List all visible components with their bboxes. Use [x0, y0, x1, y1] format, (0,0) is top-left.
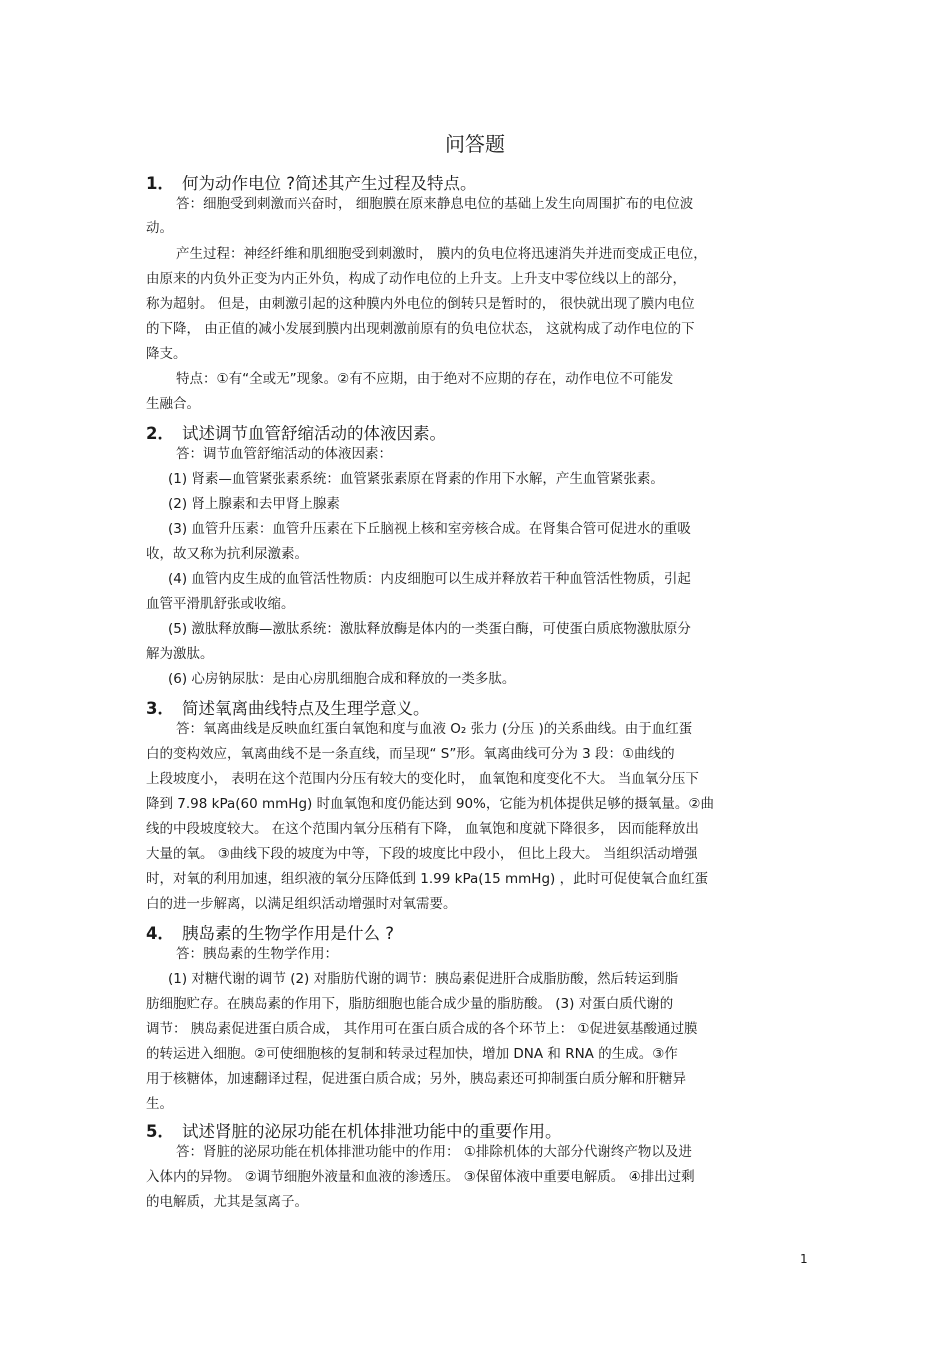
answer-line: 动。: [146, 220, 173, 236]
question-number: 2．: [146, 424, 174, 443]
question-text: 简述氧离曲线特点及生理学意义。: [181, 699, 430, 718]
answer-line: 线的中段坡度较大。 在这个范围内氧分压稍有下降， 血氧饱和度就下降很多， 因而能释放出: [146, 821, 699, 837]
question-text: 何为动作电位 ?简述其产生过程及特点。: [181, 174, 477, 193]
answer-line: 的转运进入细胞。②可使细胞核的复制和转录过程加快，增加 DNA 和 RNA 的生成。③作: [146, 1046, 678, 1062]
answer-line: 肪细胞贮存。在胰岛素的作用下，脂肪细胞也能合成少量的脂肪酸。 (3) 对蛋白质代谢的: [146, 996, 674, 1012]
answer-line: (3) 血管升压素：血管升压素在下丘脑视上核和室旁核合成。在肾集合管可促进水的重吸: [168, 521, 691, 537]
answer-line: 的电解质，尤其是氢离子。: [146, 1194, 308, 1210]
question-5-heading: [146, 1118, 561, 1142]
question-3-heading: [146, 695, 429, 719]
answer-line: (5) 激肽释放酶—激肽系统：激肽释放酶是体内的一类蛋白酶，可使蛋白质底物激肽原分: [168, 621, 691, 637]
answer-line: 用于核糖体，加速翻译过程，促进蛋白质合成；另外，胰岛素还可抑制蛋白质分解和肝糖异: [146, 1071, 686, 1087]
answer-line: (1) 肾素—血管紧张素系统：血管紧张素原在肾素的作用下水解，产生血管紧张素。: [168, 471, 664, 487]
question-text: 试述调节血管舒缩活动的体液因素。: [181, 424, 446, 443]
page-number: 1: [800, 1252, 808, 1266]
answer-line: 的下降， 由正值的减小发展到膜内出现刺激前原有的负电位状态， 这就构成了动作电位的下: [146, 321, 695, 337]
question-2-heading: [146, 420, 446, 444]
answer-line: 白的进一步解离，以满足组织活动增强时对氧需要。: [146, 896, 457, 912]
answer-line: 答：胰岛素的生物学作用：: [176, 946, 338, 962]
answer-line: 大量的氧。 ③曲线下段的坡度为中等，下段的坡度比中段小， 但比上段大。 当组织活动增强: [146, 846, 698, 862]
answer-line: 答：氧离曲线是反映血红蛋白氧饱和度与血液 O₂ 张力 (分压 )的关系曲线。由于血红蛋: [176, 721, 693, 737]
question-number: 3．: [146, 699, 174, 718]
question-4-heading: [146, 920, 394, 944]
answer-line: 称为超射。 但是，由刺激引起的这种膜内外电位的倒转只是暂时的， 很快就出现了膜内电位: [146, 296, 695, 312]
answer-line: 时，对氧的利用加速，组织液的氧分压降低到 1.99 kPa(15 mmHg) ，此时可促使氧合血红蛋: [146, 871, 709, 887]
answer-line: 生。: [146, 1096, 173, 1112]
answer-line: 血管平滑肌舒张或收缩。: [146, 596, 295, 612]
answer-line: 答：调节血管舒缩活动的体液因素：: [176, 446, 392, 462]
answer-line: 由原来的内负外正变为内正外负，构成了动作电位的上升支。上升支中零位线以上的部分，: [146, 271, 686, 287]
answer-line: (2) 肾上腺素和去甲肾上腺素: [168, 496, 340, 512]
answer-line: 产生过程：神经纤维和肌细胞受到刺激时， 膜内的负电位将迅速消失并进而变成正电位，: [176, 246, 707, 262]
question-number: 1．: [146, 174, 174, 193]
answer-line: 生融合。: [146, 396, 200, 412]
question-1-heading: [146, 170, 477, 194]
question-number: 5．: [146, 1122, 174, 1141]
answer-line: 调节： 胰岛素促进蛋白质合成， 其作用可在蛋白质合成的各个环节上： ①促进氨基酸通过膜: [146, 1021, 698, 1037]
question-text: 胰岛素的生物学作用是什么 ?: [181, 924, 394, 943]
answer-line: 答：肾脏的泌尿功能在机体排泄功能中的作用： ①排除机体的大部分代谢终产物以及进: [176, 1144, 692, 1160]
question-number: 4．: [146, 924, 174, 943]
answer-line: (6) 心房钠尿肽：是由心房肌细胞合成和释放的一类多肽。: [168, 671, 516, 687]
answer-line: (1) 对糖代谢的调节 (2) 对脂肪代谢的调节：胰岛素促进肝合成脂肪酸，然后转运到脂: [168, 971, 679, 987]
answer-line: 白的变构效应，氧离曲线不是一条直线，而呈现“ S”形。氧离曲线可分为 3 段：①曲线的: [146, 746, 675, 762]
answer-line: (4) 血管内皮生成的血管活性物质：内皮细胞可以生成并释放若干种血管活性物质，引起: [168, 571, 691, 587]
answer-line: 降支。: [146, 346, 187, 362]
answer-line: 特点：①有“全或无”现象。②有不应期，由于绝对不应期的存在，动作电位不可能发: [176, 371, 674, 387]
answer-line: 降到 7.98 kPa(60 mmHg) 时血氧饱和度仍能达到 90%，它能为机体提供足够的摄氧量。②曲: [146, 796, 714, 812]
page-title: 问答题: [445, 132, 505, 156]
answer-line: 答：细胞受到刺激而兴奋时， 细胞膜在原来静息电位的基础上发生向周围扩布的电位波: [176, 196, 694, 212]
answer-line: 解为激肽。: [146, 646, 214, 662]
answer-line: 上段坡度小， 表明在这个范围内分压有较大的变化时， 血氧饱和度变化不大。 当血氧分压下: [146, 771, 699, 787]
question-text: 试述肾脏的泌尿功能在机体排泄功能中的重要作用。: [181, 1122, 562, 1141]
answer-line: 入体内的异物。 ②调节细胞外液量和血液的渗透压。 ③保留体液中重要电解质。 ④排出过剩: [146, 1169, 695, 1185]
answer-line: 收，故又称为抗利尿激素。: [146, 546, 308, 562]
